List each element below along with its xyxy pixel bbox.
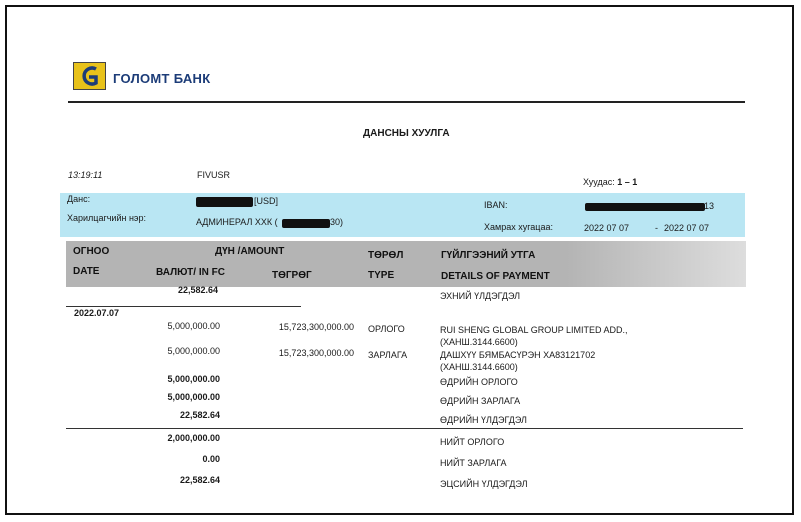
daily-income-label: ӨДРИЙН ОРЛОГО bbox=[440, 377, 518, 387]
total-expense-amount: 0.00 bbox=[202, 454, 220, 464]
customer-id-redaction bbox=[282, 219, 330, 228]
col-fc: ВАЛЮТ/ IN FC bbox=[156, 267, 225, 278]
totals-divider bbox=[66, 428, 743, 429]
page-indicator bbox=[583, 177, 637, 187]
period-label: Хамрах хугацаа: bbox=[484, 222, 553, 232]
total-expense-label: НИЙТ ЗАРЛАГА bbox=[440, 458, 507, 468]
row-mnt-amount: 15,723,300,000.00 bbox=[278, 348, 354, 358]
statement-title: ДАНСНЫ ХУУЛГА bbox=[363, 128, 450, 139]
user-code: FIVUSR bbox=[197, 170, 231, 180]
daily-balance-label: ӨДРИЙН ҮЛДЭГДЭЛ bbox=[440, 415, 527, 425]
col-mnt: ТӨГРӨГ bbox=[272, 270, 312, 281]
golomt-logo-icon bbox=[73, 62, 106, 90]
iban-suffix: 13 bbox=[704, 201, 715, 211]
header-divider bbox=[68, 101, 745, 103]
row-fc-amount: 5,000,000.00 bbox=[167, 321, 220, 331]
iban-label: IBAN: bbox=[484, 200, 508, 210]
row-type: ОРЛОГО bbox=[368, 324, 405, 334]
row-fc-amount: 5,000,000.00 bbox=[167, 346, 220, 356]
col-details-en: DETAILS OF PAYMENT bbox=[441, 271, 550, 282]
total-income-amount: 2,000,000.00 bbox=[167, 433, 220, 443]
daily-balance-amount: 22,582.64 bbox=[179, 410, 220, 420]
page-label: Хуудас: bbox=[583, 177, 615, 187]
account-currency: [USD] bbox=[254, 196, 279, 206]
account-label: Данс: bbox=[67, 194, 91, 204]
opening-label: ЭХНИЙ ҮЛДЭГДЭЛ bbox=[440, 291, 521, 301]
bank-name: ГОЛОМТ БАНК bbox=[113, 71, 211, 86]
row-details-line2: (ХАНШ.3144.6600) bbox=[440, 337, 518, 347]
customer-label: Харилцагчийн нэр: bbox=[67, 213, 147, 223]
iban-redaction bbox=[585, 203, 705, 211]
closing-label: ЭЦСИЙН ҮЛДЭГДЭЛ bbox=[440, 479, 528, 489]
col-type-mn: ТӨРӨЛ bbox=[368, 250, 404, 261]
transaction-date: 2022.07.07 bbox=[74, 308, 120, 318]
account-info-band bbox=[60, 193, 745, 237]
opening-amount: 22,582.64 bbox=[177, 285, 218, 295]
print-time: 13:19:11 bbox=[68, 170, 103, 180]
col-details-mn: ГҮЙЛГЭЭНИЙ УТГА bbox=[441, 250, 536, 261]
daily-income-amount: 5,000,000.00 bbox=[167, 374, 220, 384]
closing-amount: 22,582.64 bbox=[179, 475, 220, 485]
total-income-label: НИЙТ ОРЛОГО bbox=[440, 437, 505, 447]
row-details-line1: ДАШХҮҮ БЯМБАСҮРЭН ХА83121702 bbox=[440, 350, 596, 360]
page-value: 1 – 1 bbox=[617, 177, 638, 187]
row-details-line1: RUI SHENG GLOBAL GROUP LIMITED ADD., bbox=[440, 325, 628, 335]
daily-expense-label: ӨДРИЙН ЗАРЛАГА bbox=[440, 396, 521, 406]
col-date-en: DATE bbox=[73, 266, 100, 277]
period-from: 2022 07 07 bbox=[584, 223, 630, 233]
row-details-line2: (ХАНШ.3144.6600) bbox=[440, 362, 518, 372]
col-type-en: TYPE bbox=[368, 270, 395, 281]
opening-divider bbox=[66, 306, 301, 307]
col-date-mn: ОГНОО bbox=[73, 246, 110, 257]
daily-expense-amount: 5,000,000.00 bbox=[167, 392, 220, 402]
customer-suffix: 30) bbox=[330, 217, 344, 227]
row-type: ЗАРЛАГА bbox=[368, 350, 408, 360]
account-number-redaction bbox=[196, 197, 253, 207]
period-separator: - bbox=[655, 223, 658, 233]
row-mnt-amount: 15,723,300,000.00 bbox=[278, 322, 354, 332]
col-amount-group: ДҮН /AMOUNT bbox=[215, 246, 285, 257]
customer-name: АДМИНЕРАЛ ХХК ( bbox=[196, 217, 278, 227]
table-header-band bbox=[66, 241, 746, 287]
period-to: 2022 07 07 bbox=[664, 223, 710, 233]
